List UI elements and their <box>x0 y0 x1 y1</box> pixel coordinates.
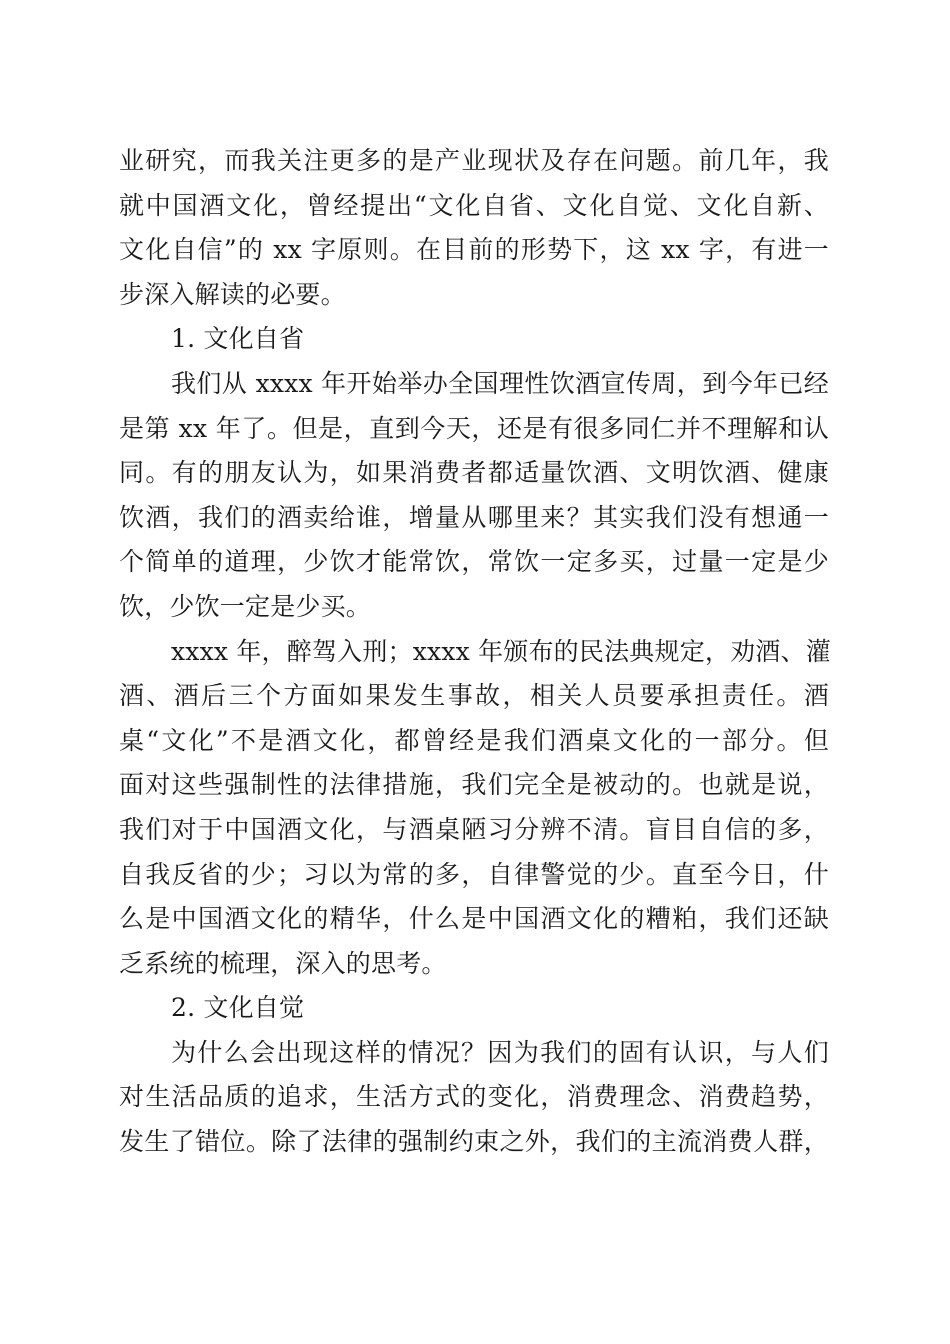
section-heading-2: 2. 文化自觉 <box>171 993 305 1023</box>
paragraph-line: 我们对于中国酒文化，与酒桌陋习分辨不清。盲目自信的多， <box>119 814 829 844</box>
paragraph-line: 面对这些强制性的法律措施，我们完全是被动的。也就是说， <box>119 770 829 800</box>
paragraph-line: 发生了错位。除了法律的强制约束之外，我们的主流消费人群， <box>119 1127 829 1157</box>
paragraph-line: 饮，少饮一定是少买。 <box>119 591 372 621</box>
paragraph-line: 我们从 xxxx 年开始举办全国理性饮酒宣传周，到今年已经 <box>171 368 829 398</box>
paragraph-line: 么是中国酒文化的精华，什么是中国酒文化的糟粕，我们还缺 <box>119 904 829 934</box>
paragraph-line: 乏系统的梳理，深入的思考。 <box>119 948 447 978</box>
paragraph-line: 自我反省的少；习以为常的多，自律警觉的少。直至今日，什 <box>119 859 829 889</box>
paragraph-line: 步深入解读的必要。 <box>119 279 346 309</box>
paragraph-line: 对生活品质的追求，生活方式的变化，消费理念、消费趋势， <box>119 1082 829 1112</box>
paragraph-line: 文化自信”的 xx 字原则。在目前的形势下，这 xx 字，有进一 <box>119 235 829 265</box>
paragraph-line: 业研究，而我关注更多的是产业现状及存在问题。前几年，我 <box>119 146 829 175</box>
paragraph-line: 饮酒，我们的酒卖给谁，增量从哪里来？其实我们没有想通一 <box>119 502 829 532</box>
paragraph-line: 酒、酒后三个方面如果发生事故，相关人员要承担责任。酒 <box>119 681 829 711</box>
paragraph-line: 同。有的朋友认为，如果消费者都适量饮酒、文明饮酒、健康 <box>119 458 829 488</box>
paragraph-line: 个简单的道理，少饮才能常饮，常饮一定多买，过量一定是少 <box>119 547 829 577</box>
paragraph-line: 为什么会出现这样的情况？因为我们的固有认识，与人们 <box>171 1037 829 1067</box>
paragraph-line: xxxx 年，醉驾入刑；xxxx 年颁布的民法典规定，劝酒、灌 <box>171 636 831 666</box>
paragraph-line: 就中国酒文化，曾经提出“文化自省、文化自觉、文化自新、 <box>119 190 829 220</box>
document-body <box>119 139 829 1165</box>
paragraph-line: 桌“文化”不是酒文化，都曾经是我们酒桌文化的一部分。但 <box>119 725 829 755</box>
section-heading-1: 1. 文化自省 <box>171 324 305 354</box>
paragraph-line: 是第 xx 年了。但是，直到今天，还是有很多同仁并不理解和认 <box>119 413 829 443</box>
